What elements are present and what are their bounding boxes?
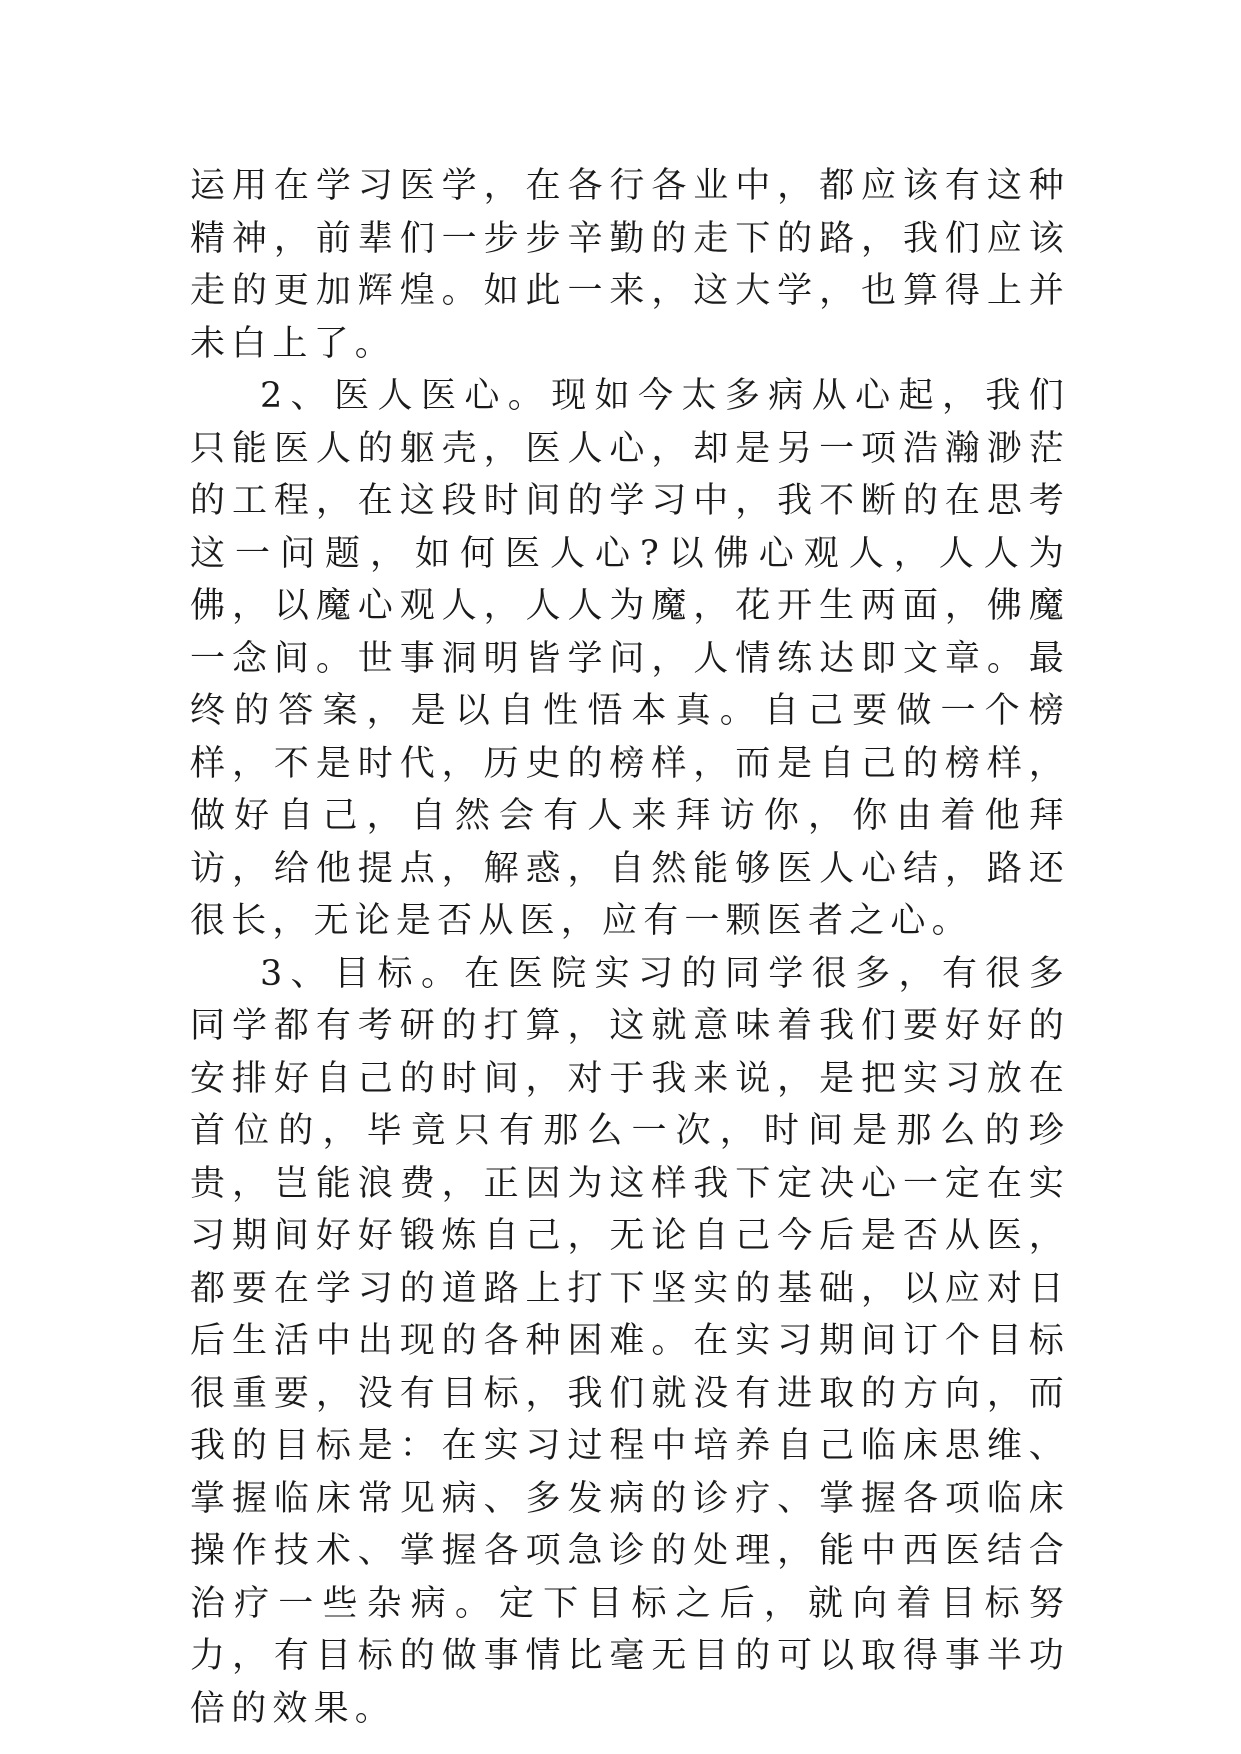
paragraph-continuation: 运用在学习医学，在各行各业中，都应该有这种精神，前辈们一步步辛勤的走下的路，我们应该走的更加辉煌。如此一来，这大学，也算得上并未白上了。	[190, 166, 1070, 364]
document-body	[190, 160, 1070, 1735]
paragraph-goals: 3、目标。在医院实习的同学很多，有很多同学都有考研的打算，这就意味着我们要好好的安排好自己的时间，对于我来说，是把实习放在首位的，毕竟只有那么一次，时间是那么的珍贵，岂能浪费，正因为这样我下定决心一定在实习期间好好锻炼自己，无论自己今后是否从医，都要在学习的道路上打下坚实的基础，以应对日后生活中出现的各种困难。在实习期间订个目标很重要，没有目标，我们就没有进取的方向，而我的目标是：在实习过程中培养自己临床思维、掌握临床常见病、多发病的诊疗、掌握各项临床操作技术、掌握各项急诊的处理，能中西医结合治疗一些杂病。定下目标之后，就向着目标努力，有目标的做事情比毫无目的可以取得事半功倍的效果。	[190, 953, 1070, 1729]
paragraph-heal-the-heart: 2、医人医心。现如今太多病从心起，我们只能医人的躯壳，医人心，却是另一项浩瀚渺茫的工程，在这段时间的学习中，我不断的在思考这一问题，如何医人心?以佛心观人，人人为佛，以魔心观人，人人为魔，花开生两面，佛魔一念间。世事洞明皆学问，人情练达即文章。最终的答案，是以自性悟本真。自己要做一个榜样，不是时代，历史的榜样，而是自己的榜样，做好自己，自然会有人来拜访你，你由着他拜访，给他提点，解惑，自然能够医人心结，路还很长，无论是否从医，应有一颗医者之心。	[190, 376, 1070, 941]
